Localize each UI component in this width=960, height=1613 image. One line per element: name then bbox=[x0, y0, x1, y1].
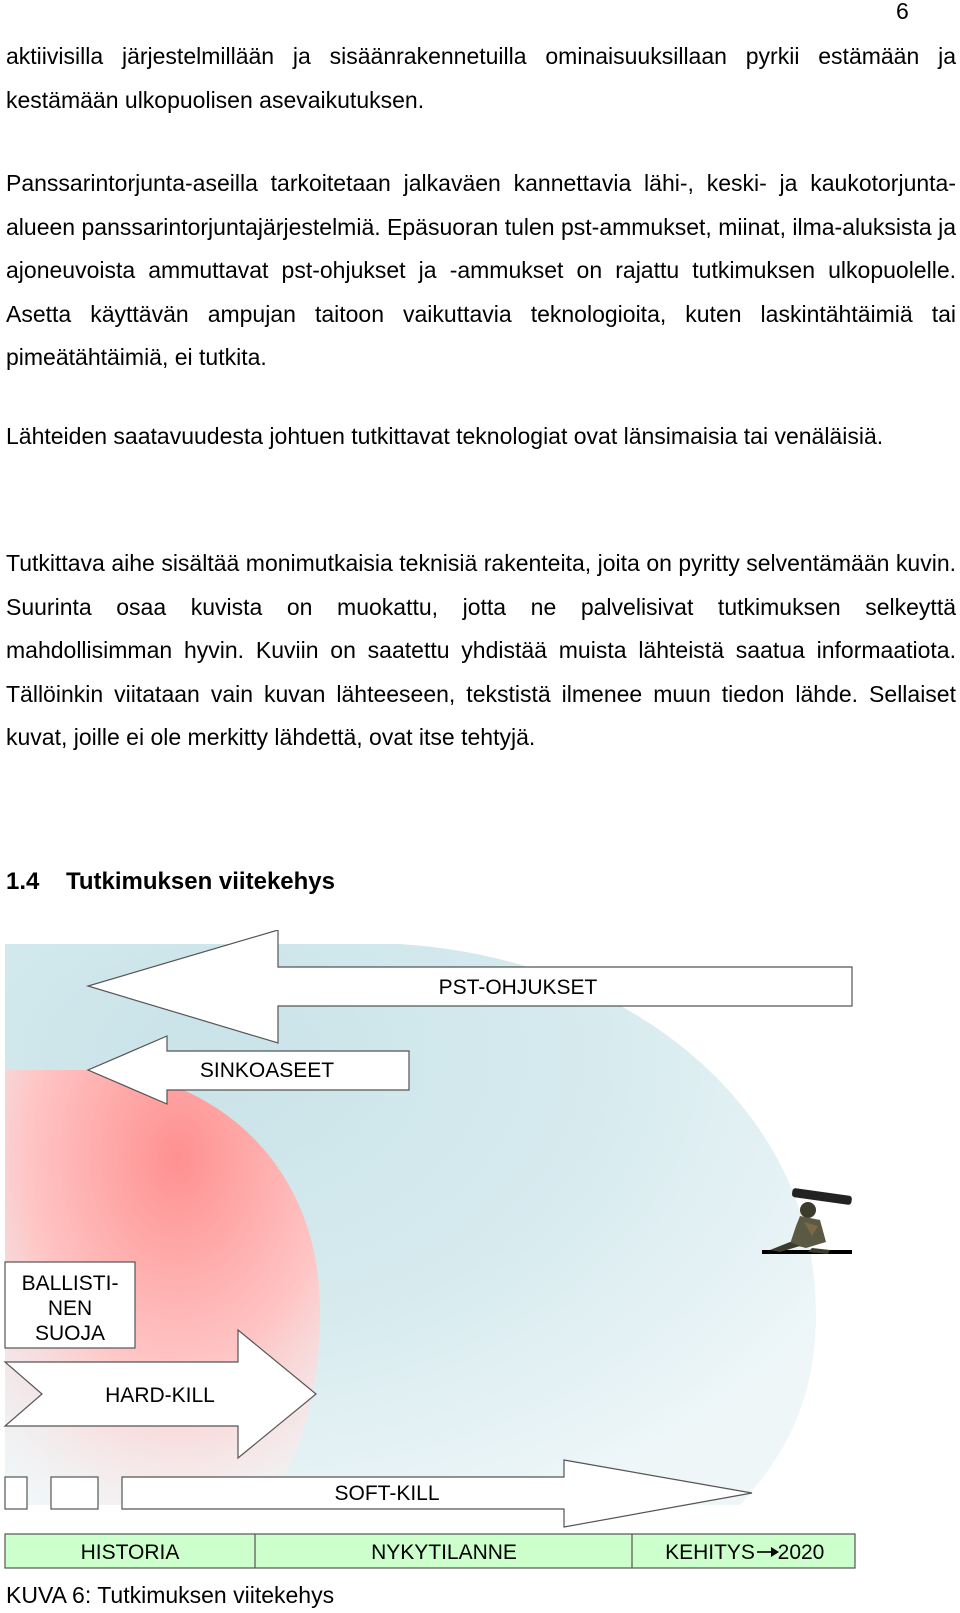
timeline-year: 2020 bbox=[777, 1541, 825, 1564]
paragraph-1: aktiivisilla järjestelmillään ja sisäänrakennetuilla ominaisuuksillaan pyrkii estämään ja kestämään ulkopuolisen asevaikutuksen. bbox=[6, 43, 956, 113]
timeline-bar bbox=[5, 1534, 855, 1568]
framework-diagram bbox=[0, 930, 960, 1570]
ballistinen-label-line1: BALLISTI- bbox=[21, 1272, 119, 1295]
page-number: 6 bbox=[896, 0, 909, 24]
timeline-nykytilanne: NYKYTILANNE bbox=[371, 1541, 517, 1564]
hard-kill-label: HARD-KILL bbox=[105, 1384, 215, 1407]
pst-ohjukset-label: PST-OHJUKSET bbox=[438, 976, 598, 999]
soft-kill-label: SOFT-KILL bbox=[334, 1482, 440, 1505]
ballistinen-label-line3: SUOJA bbox=[34, 1322, 106, 1345]
paragraph-2: Panssarintorjunta-aseilla tarkoitetaan jalkaväen kannettavia lähi-, keski- ja kaukotorjunta-alueen panssarintorjuntajärjestelmiä. Epäsuoran tulen pst-ammukset, miinat, ilma-aluksista ja ajoneuvoista ammuttavat pst-ohjukset ja -ammukset on rajattu tutkimuksen ulkopuolelle. Asetta käyttävän ampujan taitoon vaikuttavia teknologioita, kuten laskintähtäimiä tai pimeätähtäimiä, ei tutkita. bbox=[6, 170, 956, 370]
timeline-kehitys: KEHITYS bbox=[665, 1541, 755, 1564]
soft-kill-step-1 bbox=[5, 1477, 27, 1509]
paragraph-4: Tutkittava aihe sisältää monimutkaisia teknisiä rakenteita, joita on pyritty selventämään kuvin. Suurinta osaa kuvista on muokattu, jotta ne palvelisivat tutkimuksen selkeyttä mahdollisimman hyvin. Kuviin on saatettu yhdistää muista lähteistä saatua informaatiota. Tällöinkin viitataan vain kuvan lähteeseen, tekstistä ilmenee muun tiedon lähde. Sellaiset kuvat, joille ei ole merkitty lähdettä, ovat itse tehtyjä. bbox=[6, 550, 956, 750]
timeline-historia: HISTORIA bbox=[80, 1541, 180, 1564]
figure-caption: KUVA 6: Tutkimuksen viitekehys bbox=[6, 1582, 335, 1608]
paragraph-3: Lähteiden saatavuudesta johtuen tutkittavat teknologiat ovat länsimaisia tai venäläisiä. bbox=[6, 423, 884, 449]
section-title: Tutkimuksen viitekehys bbox=[66, 868, 335, 895]
sinkoaseet-label: SINKOASEET bbox=[199, 1059, 335, 1082]
ballistinen-label-line2: NEN bbox=[47, 1297, 93, 1320]
section-heading bbox=[6, 868, 335, 896]
soft-kill-step-2 bbox=[51, 1477, 98, 1509]
section-number: 1.4 bbox=[6, 868, 40, 895]
